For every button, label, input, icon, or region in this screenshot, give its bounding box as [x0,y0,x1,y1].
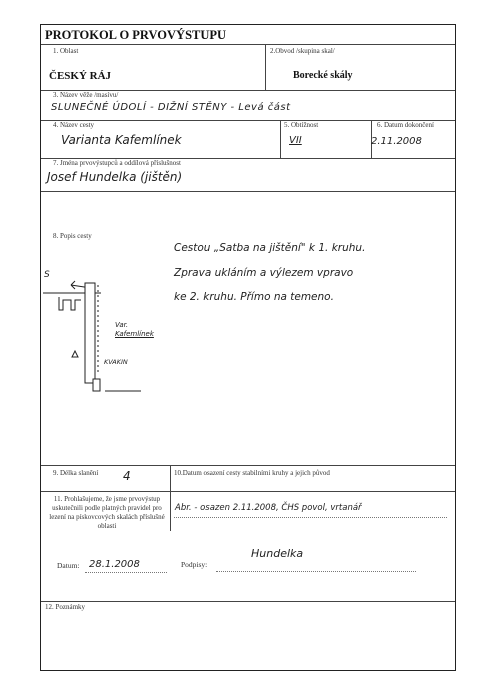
row11-bottom [41,601,455,602]
nazev-cesty-value: Varianta Kafemlínek [61,133,182,147]
sketch-s-label: S [44,270,50,280]
sketch-var-label: Var. [115,321,129,329]
prvovystupci-label: 7. Jména prvovýstupců a oddílová příslušnost [53,159,181,167]
datum-underline [85,572,167,573]
popis-line-1: Cestou „Satba na jištění" k 1. kruhu. [174,242,366,254]
datum-label: Datum: [57,561,80,570]
popis-line-2: Zprava ukláním a výlezem vpravo [174,267,354,279]
prohlaseni-text: 11. Prohlašujeme, že jsme prvovýstup uskutečnili podle platných pravidel pro lezení na pískovcových skalách příslušné oblasti [49,495,165,530]
title-divider [41,44,455,45]
obtiznost-label: 5. Obtížnost [284,121,319,129]
osazeni-underline [174,517,447,518]
row8-bottom [41,465,455,466]
oblast-label: 1. Oblast [53,47,79,55]
oblast-value: ČESKÝ RÁJ [49,70,112,82]
obvod-value: Borecké skály [293,70,353,81]
podpisy-label: Podpisy: [181,560,208,569]
nazev-veze-value: SLUNEČNÉ ÚDOLÍ - DIŽNÍ STĚNY - Levá část [51,102,291,113]
form-title: PROTOKOL O PRVOVÝSTUPU [45,28,227,42]
nazev-veze-label: 3. Název věže /masívu/ [53,91,119,99]
row7-bottom [41,191,455,192]
obtiznost-value: VII [289,135,302,146]
row9-bottom [41,491,455,492]
nazev-cesty-label: 4. Název cesty [53,121,95,129]
podpis-signature: Hundelka [251,547,304,560]
sketch-route-label: Kafemlínek [115,330,154,338]
row4-divider-a [280,120,281,158]
poznamky-label: 12. Poznámky [45,603,86,611]
protocol-form [40,24,456,671]
podpisy-underline [216,571,416,572]
row11-divider [170,491,171,531]
datum-dokonceni-label: 6. Datum dokončení [377,121,434,129]
prvovystupci-value: Josef Hundelka (jištěn) [47,170,183,184]
popis-cesty-label: 8. Popis cesty [53,232,92,240]
row9-divider [170,465,171,491]
sketch-kvakin-label: KVAKIN [104,358,128,366]
osazeni-label: 10.Datum osazení cesty stabilními kruhy a jejich původ [174,469,330,477]
popis-line-3: ke 2. kruhu. Přímo na temeno. [174,291,334,303]
osazeni-value: Abr. - osazen 2.11.2008, ČHS povol, vrtanář [175,503,362,513]
row1-divider [265,44,266,90]
datum-dokonceni-value: 2.11.2008 [371,136,422,147]
delka-slaneni-value: 4 [123,469,131,483]
obvod-label: 2.Obvod /skupina skal/ [270,47,335,55]
datum-value: 28.1.2008 [89,559,140,570]
delka-slaneni-label: 9. Délka slanění [53,469,99,477]
